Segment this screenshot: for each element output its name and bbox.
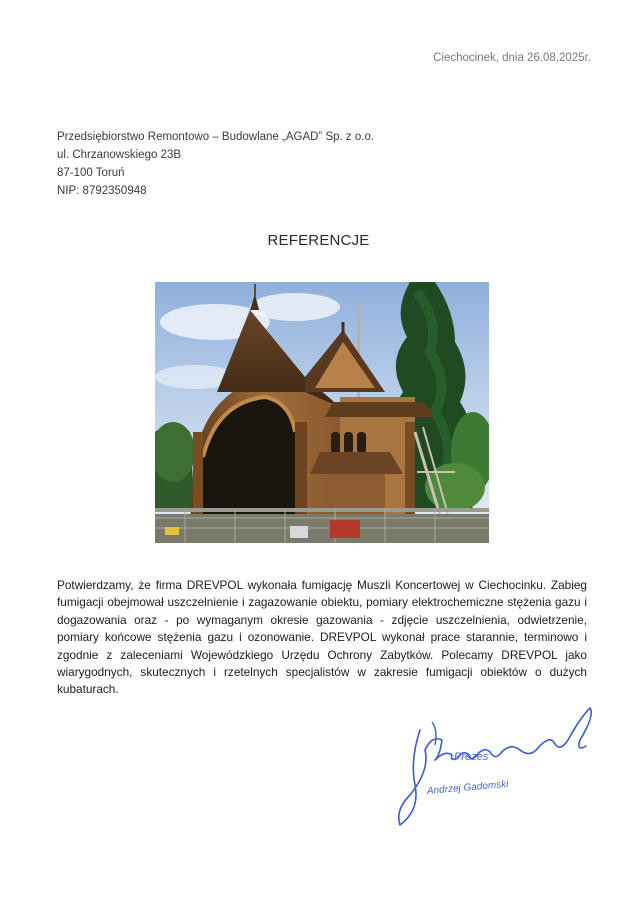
recipient-address xyxy=(57,128,374,200)
document-title: REFERENCJE xyxy=(267,232,370,249)
recipient-nip: NIP: 8792350948 xyxy=(57,185,147,197)
signer-role: Prezes xyxy=(454,751,489,763)
date-line: Ciechocinek, dnia 26.08.2025r. xyxy=(433,52,591,64)
recipient-city: 87-100 Toruń xyxy=(57,167,125,179)
recipient-company: Przedsiębiorstwo Remontowo – Budowlane „AGAD” Sp. z o.o. xyxy=(57,131,375,143)
reference-paragraph: Potwierdzamy, że firma DREVPOL wykonała fumigację Muszli Koncertowej w Ciechocinku. Zabieg fumigacji obejmował uszczelnienie i zagazowanie obiektu, pomiary elektrochemiczne stężenia gazu i dogazowania oraz - po wymaganym okresie gazowania - zdjęcie uszczelnienia, odwietrzenie, pomiary końcowe stężenia gazu i ozonowanie. DREVPOL wykonał prace starannie, terminowo i zgodnie z zaleceniami Wojewódzkiego Urzędu Ochrony Zabytków. Polecamy DREVPOL jako wiarygodnych, skutecznych i rzetelnych specjalistów w zakresie fumigacji obiektów o dużych kubaturach. xyxy=(57,578,587,697)
signer-name: Andrzej Gadomski xyxy=(426,778,509,797)
recipient-street: ul. Chrzanowskiego 23B xyxy=(57,149,182,161)
concert-shell-photo xyxy=(155,282,489,543)
handwritten-signature xyxy=(380,700,610,830)
